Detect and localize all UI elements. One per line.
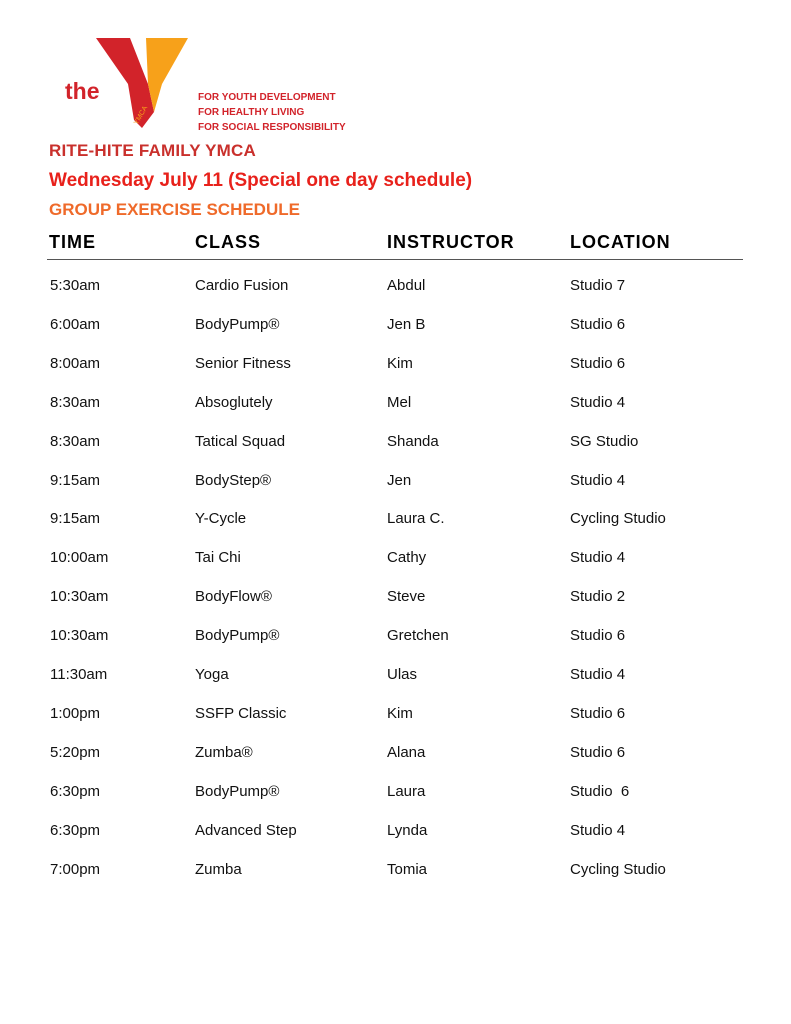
class-cell: Tai Chi [195,549,241,566]
logo-tagline [198,90,346,135]
class-cell: Cardio Fusion [195,277,289,294]
location-cell: Studio 6 [570,316,626,333]
schedule-date: Wednesday July 11 (Special one day schedule) [49,170,473,191]
instructor-cell: Laura C. [387,510,445,527]
class-cell: Zumba® [195,744,253,761]
time-cell: 11:30am [50,666,108,683]
time-cell: 7:00pm [50,861,101,878]
class-cell: Absoglutely [195,394,273,411]
instructor-cell: Kim [387,705,413,722]
column-header-instructor: INSTRUCTOR [387,232,515,252]
class-cell: BodyPump® [195,316,280,333]
location-cell: Studio 4 [570,394,626,411]
instructor-cell: Ulas [387,666,418,683]
column-header-time: TIME [49,232,96,252]
time-cell: 8:30am [50,433,101,450]
time-cell: 6:00am [50,316,101,333]
time-cell: 8:30am [50,394,101,411]
time-cell: 6:30pm [50,783,101,800]
class-cell: Senior Fitness [195,355,291,372]
class-cell: BodyStep® [195,472,272,489]
class-cell: BodyPump® [195,783,280,800]
location-cell: Studio 4 [570,822,626,839]
location-cell: Studio 6 [570,744,626,761]
location-cell: Studio 6 [570,627,626,644]
logo-the-text: the [65,78,100,104]
class-cell: Advanced Step [195,822,297,839]
logo-ymca-text: YMCA [133,104,150,127]
location-cell: Cycling Studio [570,510,666,527]
instructor-cell: Tomia [387,861,428,878]
location-cell: Studio 7 [570,277,626,294]
location-cell: Studio 6 [570,705,626,722]
time-cell: 10:30am [50,627,109,644]
instructor-cell: Jen B [387,316,426,333]
class-cell: Y-Cycle [195,510,247,527]
instructor-cell: Laura [387,783,426,800]
class-cell: BodyFlow® [195,588,272,605]
instructor-cell: Mel [387,394,412,411]
column-header-location: LOCATION [570,232,671,252]
class-cell: BodyPump® [195,627,280,644]
instructor-cell: Alana [387,744,426,761]
tagline-line: FOR SOCIAL RESPONSIBILITY [198,122,346,133]
class-cell: SSFP Classic [195,705,287,722]
instructor-cell: Kim [387,355,413,372]
time-cell: 8:00am [50,355,101,372]
tagline-line: FOR YOUTH DEVELOPMENT [198,92,336,103]
location-cell: SG Studio [570,433,639,450]
location-cell: Studio 4 [570,472,626,489]
class-cell: Yoga [195,666,229,683]
schedule-title: GROUP EXERCISE SCHEDULE [49,200,300,219]
location-cell: Studio 6 [570,355,626,372]
time-cell: 10:30am [50,588,109,605]
organization-name: RITE-HITE FAMILY YMCA [49,141,256,160]
ymca-logo [50,20,355,142]
time-cell: 9:15am [50,472,101,489]
class-cell: Tatical Squad [195,433,286,450]
header-divider [47,259,743,260]
time-cell: 10:00am [50,549,109,566]
location-cell: Studio 6 [570,783,630,800]
instructor-cell: Lynda [387,822,428,839]
time-cell: 9:15am [50,510,101,527]
tagline-line: FOR HEALTHY LIVING [198,107,305,118]
location-cell: Studio 2 [570,588,626,605]
instructor-cell: Shanda [387,433,439,450]
instructor-cell: Steve [387,588,426,605]
time-cell: 6:30pm [50,822,101,839]
column-header-class: CLASS [195,232,262,252]
instructor-cell: Cathy [387,549,427,566]
instructor-cell: Jen [387,472,412,489]
time-cell: 5:20pm [50,744,101,761]
time-cell: 1:00pm [50,705,101,722]
instructor-cell: Abdul [387,277,426,294]
location-cell: Studio 4 [570,666,626,683]
instructor-cell: Gretchen [387,627,449,644]
location-cell: Cycling Studio [570,861,666,878]
class-cell: Zumba [195,861,242,878]
time-cell: 5:30am [50,277,101,294]
location-cell: Studio 4 [570,549,626,566]
